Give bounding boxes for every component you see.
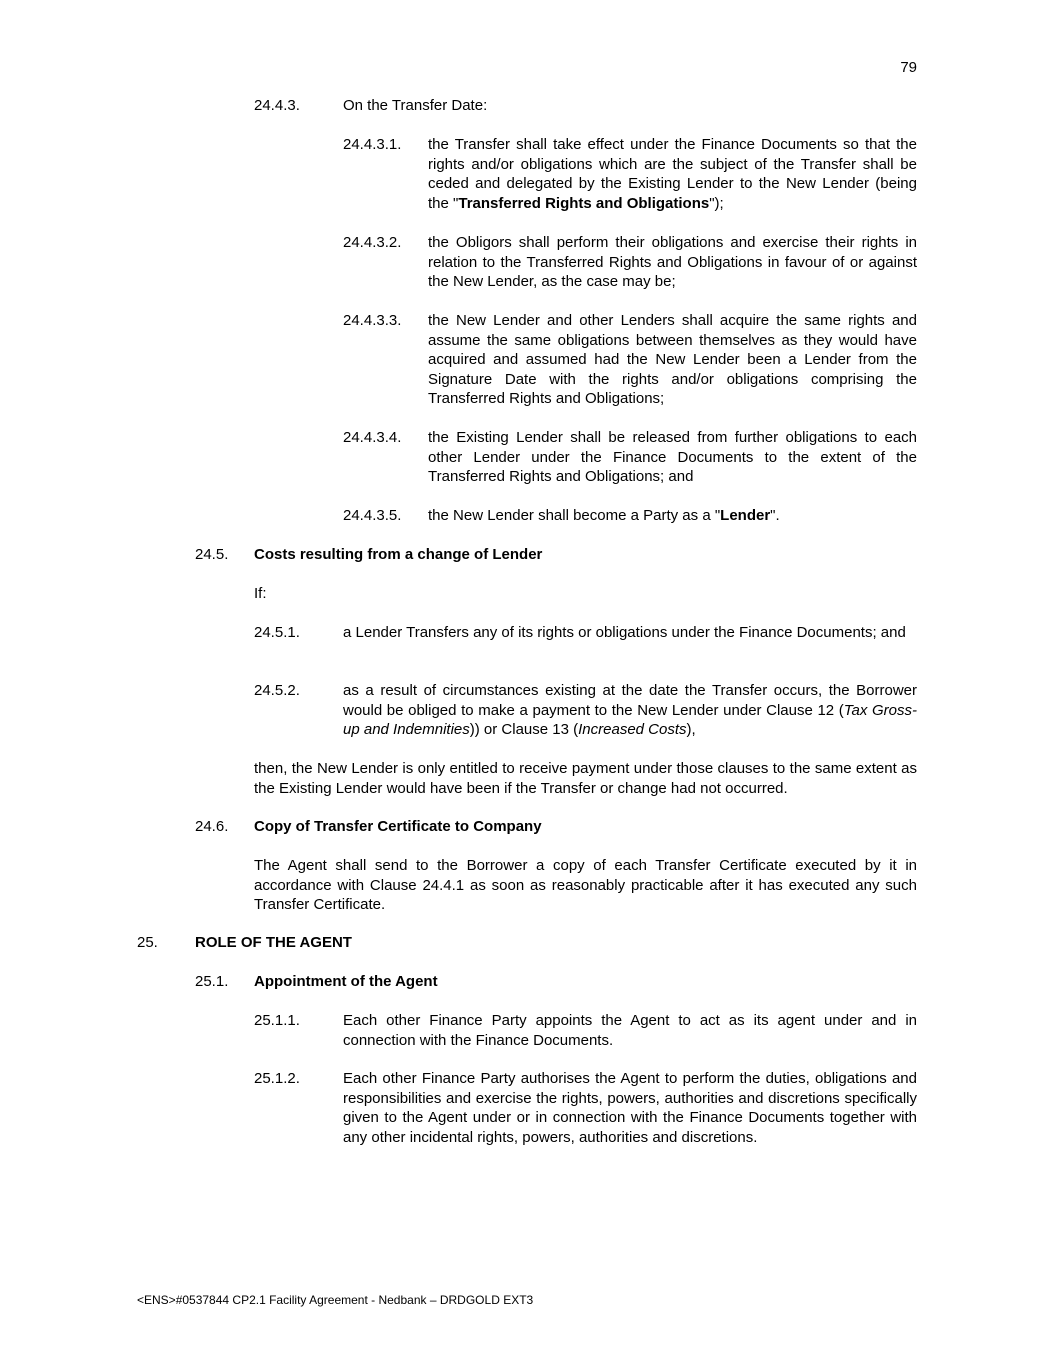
clause-25-1-2-text: Each other Finance Party authorises the Agent to perform the duties, obligations and responsibilities and exercise the rights, powers, authorities and discretions specifically given to the Agent under or in connection with the Finance Documents together with any other incidental rights, powers, authorities and discretions.	[343, 1070, 917, 1146]
clause-25-number: 25.	[137, 934, 158, 951]
clause-24-5-then-paragraph: then, the New Lender is only entitled to receive payment under those clauses to the same extent as the Existing Lender would have been if the Transfer or change had not occurred.	[254, 760, 917, 797]
clause-reference: Increased Costs	[578, 721, 687, 738]
clause-24-5-2-number: 24.5.2.	[254, 682, 300, 699]
clause-24-6-heading: Copy of Transfer Certificate to Company	[254, 818, 542, 835]
clause-24-5-1-text: a Lender Transfers any of its rights or obligations under the Finance Documents; and	[343, 624, 906, 641]
clause-25-1-1-number: 25.1.1.	[254, 1012, 300, 1029]
clause-25-1-1-text: Each other Finance Party appoints the Agent to act as its agent under and in connection with the Finance Documents.	[343, 1012, 917, 1049]
clause-25-1-number: 25.1.	[195, 973, 229, 990]
clause-24-4-3-1-number: 24.4.3.1.	[343, 136, 402, 153]
clause-24-5-heading: Costs resulting from a change of Lender	[254, 546, 543, 563]
clause-25-1-heading: Appointment of the Agent	[254, 973, 438, 990]
clause-24-4-3-2-number: 24.4.3.2.	[343, 234, 402, 251]
clause-24-5-1-number: 24.5.1.	[254, 624, 300, 641]
clause-24-4-3-5-text: the New Lender shall become a Party as a "Lender".	[428, 507, 780, 524]
clause-24-6-number: 24.6.	[195, 818, 229, 835]
clause-24-4-3-4-text: the Existing Lender shall be released from further obligations to each other Lender under the Finance Documents to the extent of the Transferred Rights and Obligations; and	[428, 429, 917, 485]
clause-24-4-3-5-number: 24.4.3.5.	[343, 507, 402, 524]
clause-24-4-3-heading: On the Transfer Date:	[343, 97, 488, 114]
clause-24-5-2-text: as a result of circumstances existing at the date the Transfer occurs, the Borrower would be obliged to make a payment to the New Lender under Clause 12 (Tax Gross-up and Indemnities)) or Clause 13 (Increased Costs),	[343, 682, 917, 738]
clause-24-4-3-number: 24.4.3.	[254, 97, 300, 114]
clause-24-4-3-3-number: 24.4.3.3.	[343, 312, 402, 329]
clause-25-heading: ROLE OF THE AGENT	[195, 934, 352, 951]
clause-25-1-2-number: 25.1.2.	[254, 1070, 300, 1087]
defined-term: Transferred Rights and Obligations	[458, 194, 710, 212]
clause-24-6-text: The Agent shall send to the Borrower a copy of each Transfer Certificate executed by it in accordance with Clause 24.4.1 as soon as reasonably practicable after it has executed any such Transfer Certificate.	[254, 857, 917, 913]
clause-24-4-3-1-text: the Transfer shall take effect under the Finance Documents so that the rights and/or obligations which are the subject of the Transfer shall be ceded and delegated by the Existing Lender to the New Lender (being the "Transferred Rights and Obligations");	[428, 136, 917, 212]
clause-24-4-3-4-number: 24.4.3.4.	[343, 429, 402, 446]
page-number: 79	[900, 59, 917, 76]
clause-reference: Tax Gross-up and Indemnities	[343, 701, 917, 738]
clause-24-5-intro: If:	[254, 585, 267, 602]
defined-term: Lender	[720, 507, 771, 524]
clause-24-4-3-3-text: the New Lender and other Lenders shall acquire the same rights and assume the same obligations between themselves as they would have acquired and assumed had the New Lender been a Lender from the Signature Date with the rights and/or obligations comprising the Transferred Rights and Obligations;	[428, 312, 917, 407]
clause-24-4-3-2-text: the Obligors shall perform their obligations and exercise their rights in relation to the Transferred Rights and Obligations in favour of or against the New Lender, as the case may be;	[428, 234, 917, 290]
clause-24-5-number: 24.5.	[195, 546, 229, 563]
footer-document-reference: <ENS>#0537844 CP2.1 Facility Agreement - Nedbank – DRDGOLD EXT3	[137, 1293, 534, 1307]
